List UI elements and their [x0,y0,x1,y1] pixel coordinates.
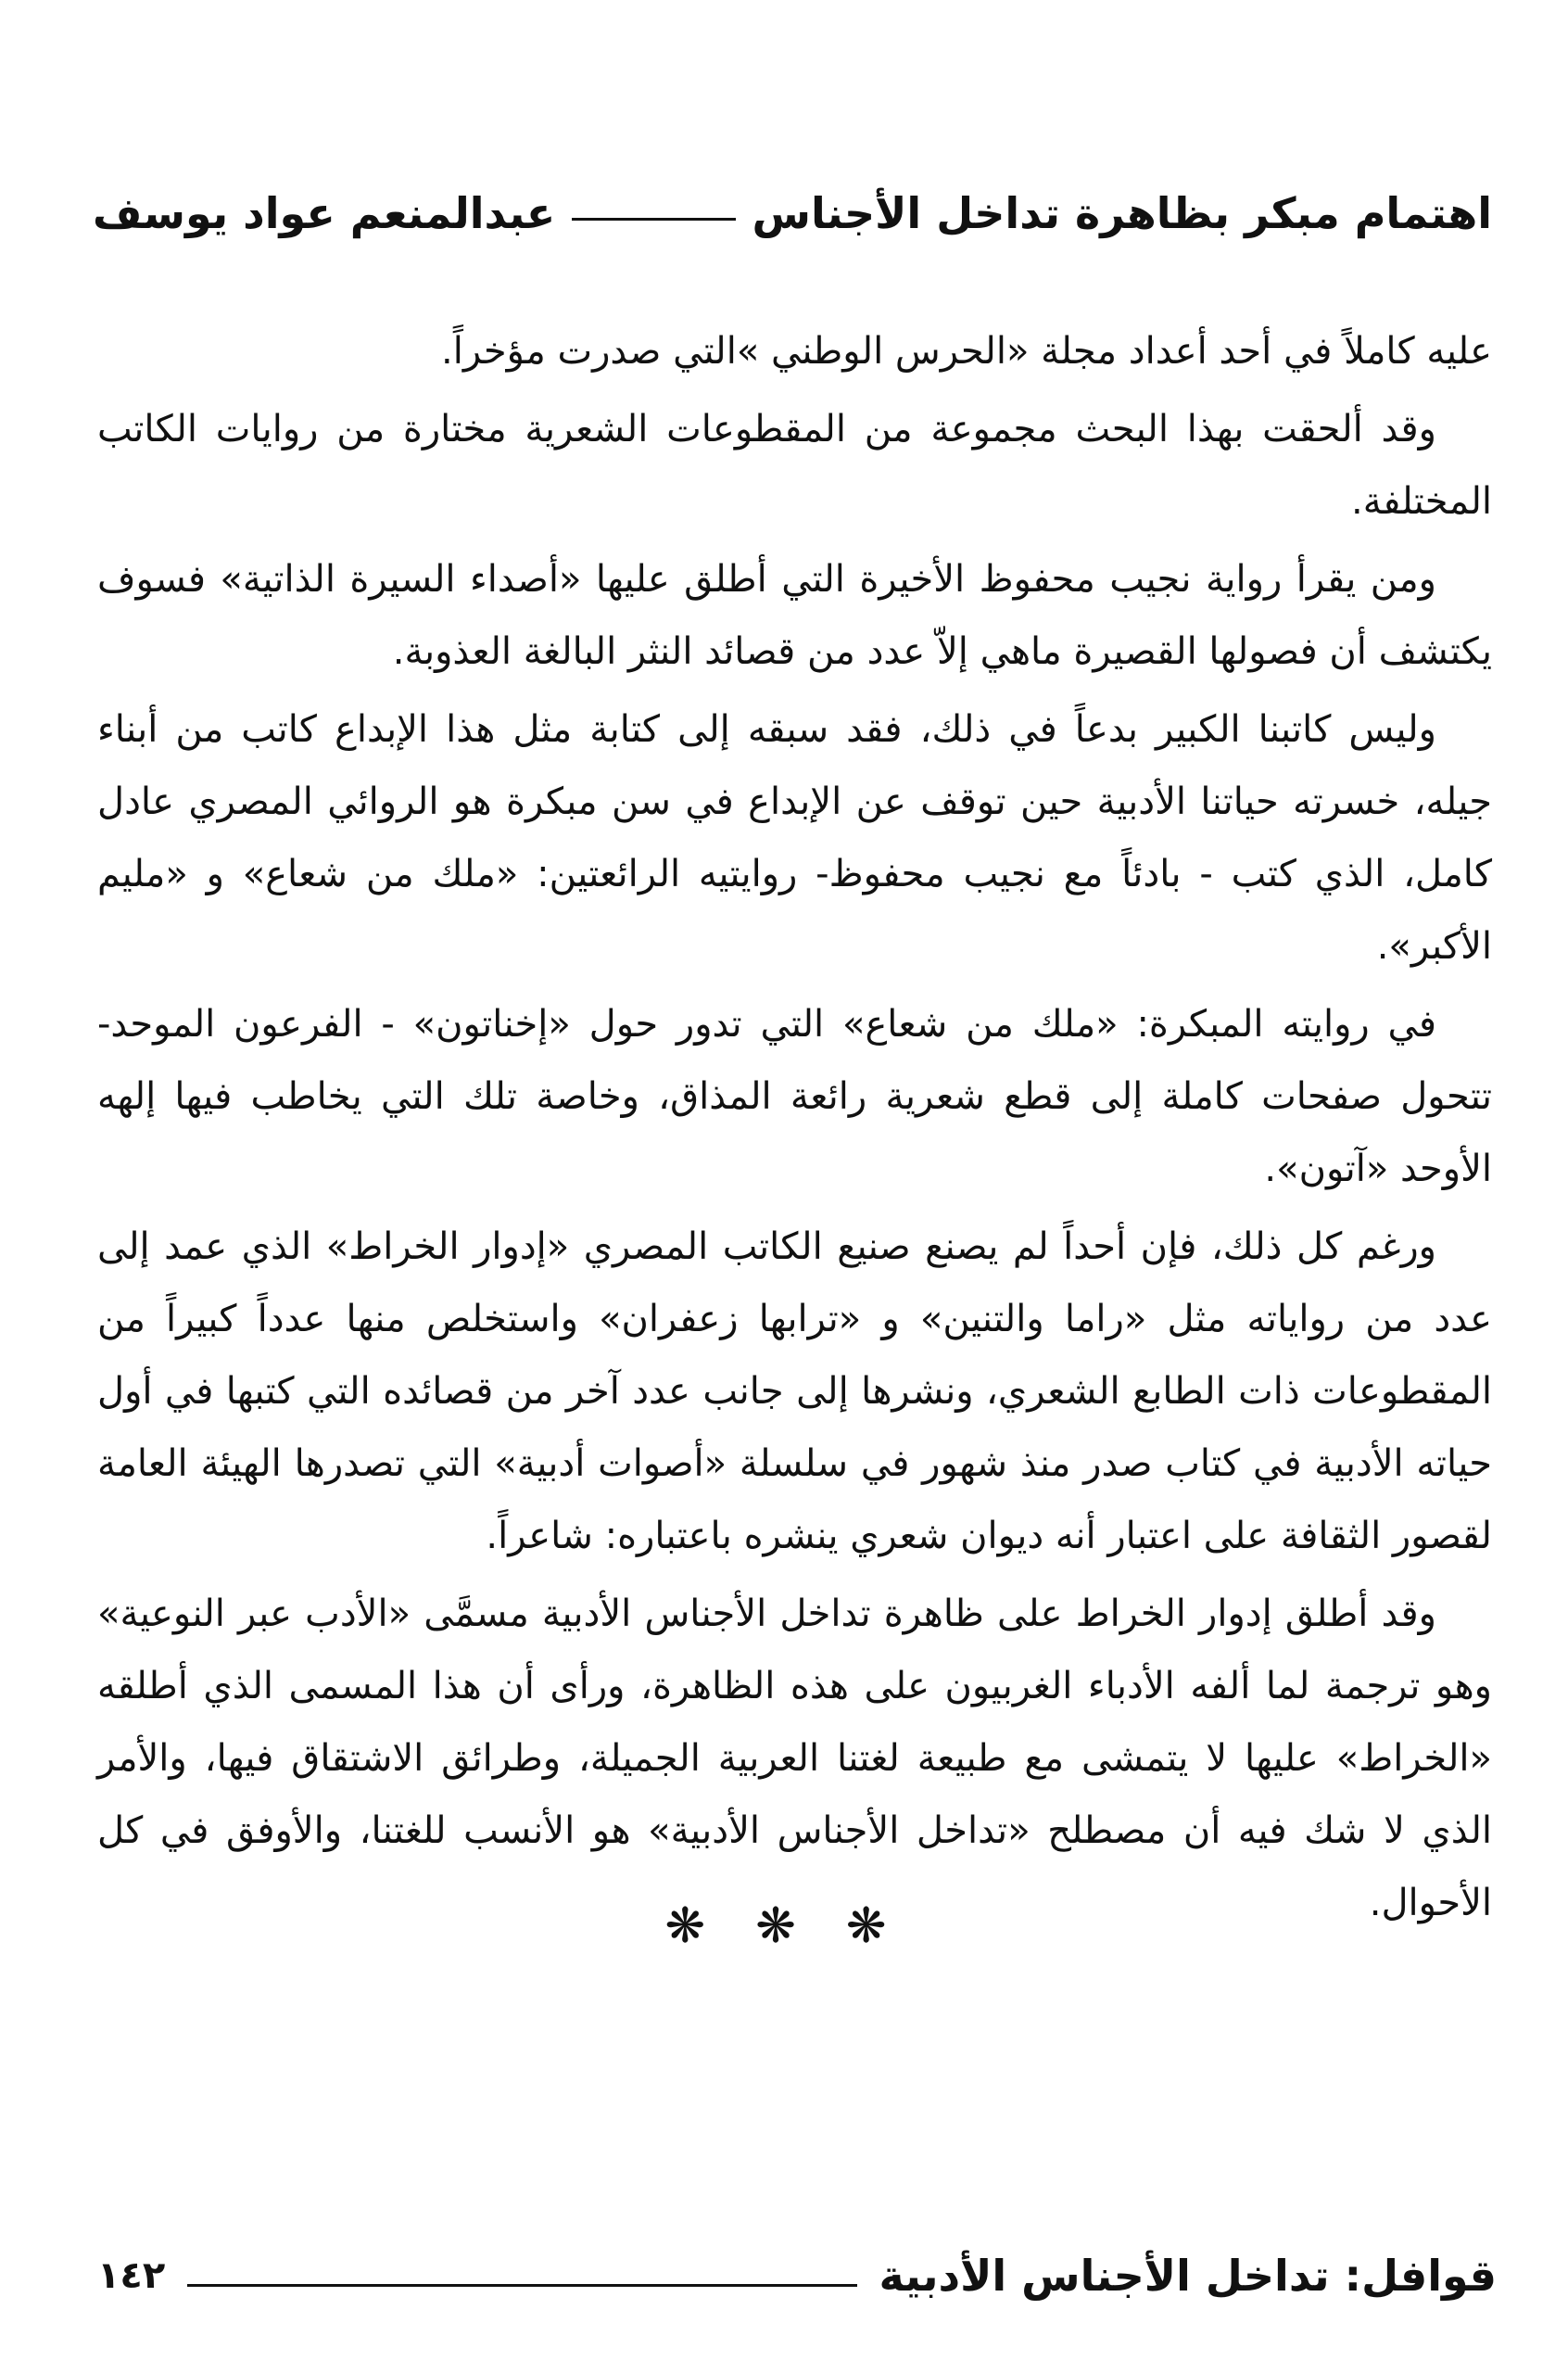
header-rule [572,218,735,221]
footer-rule [187,2284,856,2287]
paragraph: في روايته المبكرة: «ملك من شعاع» التي تدور حول «إخناتون» - الفرعون الموحد- تتحول صفحات كاملة إلى قطع شعرية رائعة المذاق، وخاصة تلك التي يخاطب فيها إلهه الأوحد «آتون». [97,1003,1492,1190]
paragraph: وقد ألحقت بهذا البحث مجموعة من المقطوعات الشعرية مختارة من روايات الكاتب المختلفة. [97,408,1492,523]
chapter-title: اهتمام مبكر بظاهرة تداخل الأجناس [752,188,1492,238]
section-separator: ❋ ❋ ❋ [664,1898,904,1954]
paragraph: وقد أطلق إدوار الخراط على ظاهرة تداخل الأجناس الأدبية مسمَّى «الأدب عبر النوعية» وهو ترجمة لما ألفه الأدباء الغربيون على هذه الظاهرة، ورأى أن هذا المسمى الذي أطلقه «الخراط» عليها لا يتمشى مع طبيعة لغتنا العربية الجميلة، وطرائق الاشتقاق فيها، والأمر الذي لا شك فيه أن مصطلح «تداخل الأجناس الأدبية» هو الأنسب للغتنا، والأوفق في كل الأحوال. [97,1593,1492,1924]
running-footer [97,2239,1497,2313]
paragraph: ورغم كل ذلك، فإن أحداً لم يصنع صنيع الكاتب المصري «إدوار الخراط» الذي عمد إلى عدد من رواياته مثل «راما والتنين» و «ترابها زعفران» واستخلص منها عدداً كبيراً من المقطوعات ذات الطابع الشعري، ونشرها إلى جانب عدد آخر من قصائده التي كتبها في أول حياته الأدبية في كتاب صدر منذ شهور في سلسلة «أصوات أدبية» التي تصدرها الهيئة العامة لقصور الثقافة على اعتبار أنه ديوان شعري ينشره باعتباره: شاعراً. [97,1225,1492,1557]
paragraph: ومن يقرأ رواية نجيب محفوظ الأخيرة التي أطلق عليها «أصداء السيرة الذاتية» فسوف يكتشف أن فصولها القصيرة ماهي إلاّ عدد من قصائد النثر البالغة العذوبة. [97,558,1492,673]
paragraph: عليه كاملاً في أحد أعداد مجلة «الحرس الوطني »التي صدرت مؤخراً. [441,330,1492,373]
page-number: ١٤٢ [97,2254,166,2297]
book-title: قوافل: تداخل الأجناس الأدبية [879,2251,1497,2301]
paragraph: وليس كاتبنا الكبير بدعاً في ذلك، فقد سبقه إلى كتابة مثل هذا الإبداع كاتب من أبناء جيله، خسرته حياتنا الأدبية حين توقف عن الإبداع في سن مبكرة هو الروائي المصري عادل كامل، الذي كتب - بادئاً مع نجيب محفوظ- روايتيه الرائعتين: «ملك من شعاع» و «مليم الأكبر». [97,708,1492,968]
body-text [97,315,1492,1945]
running-header [93,176,1492,250]
author-name: عبدالمنعم عواد يوسف [93,188,556,238]
